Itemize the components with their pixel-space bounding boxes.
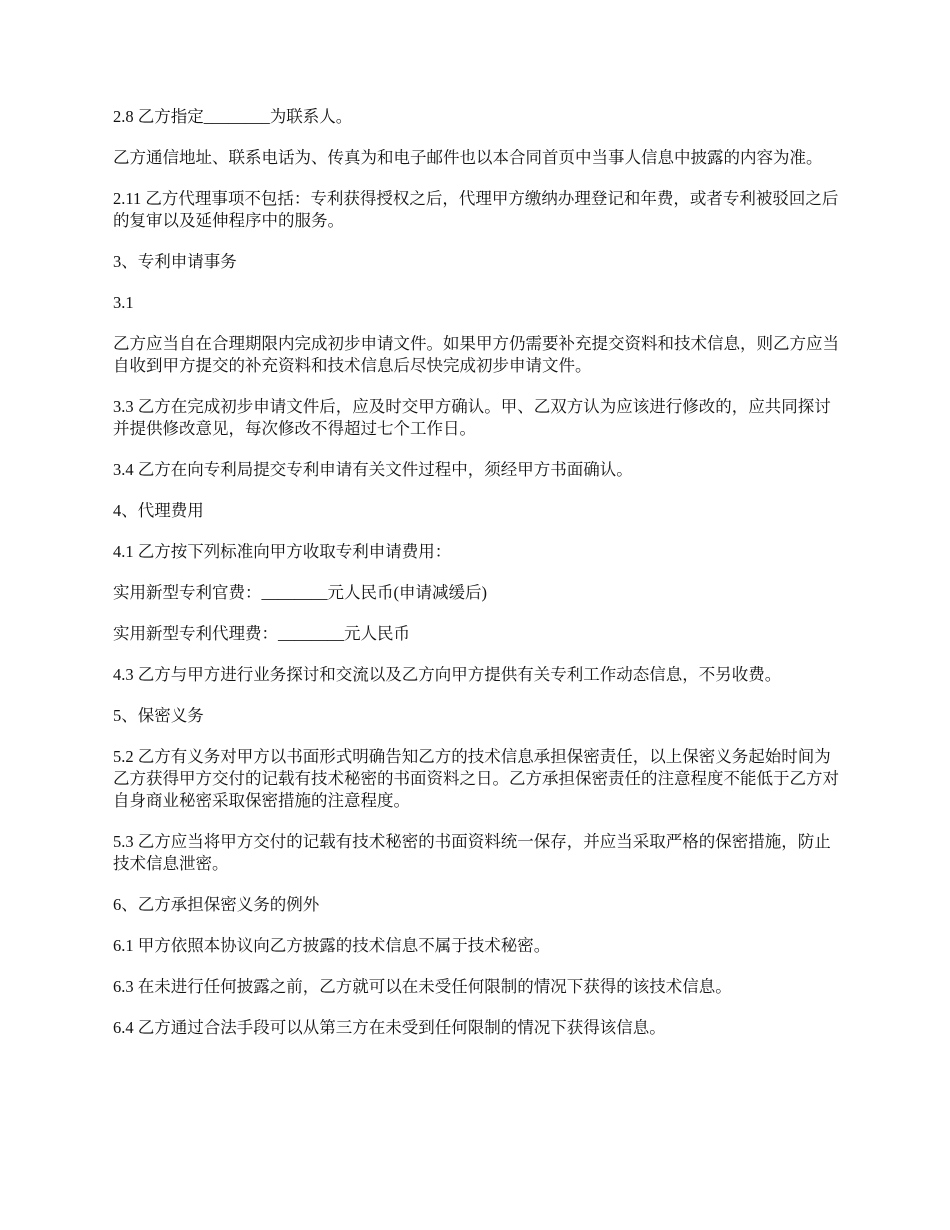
- section-heading-4: 4、代理费用: [113, 501, 204, 520]
- clause-5-3: 5.3 乙方应当将甲方交付的记载有技术秘密的书面资料统一保存，并应当采取严格的保密措施，防止技术信息泄密。: [113, 832, 831, 873]
- clause-2-8: 2.8 乙方指定________为联系人。: [113, 107, 353, 126]
- clause-6-4: 6.4 乙方通过合法手段可以从第三方在未受到任何限制的情况下获得该信息。: [113, 1018, 666, 1037]
- clause-3-4: 3.4 乙方在向专利局提交专利申请有关文件过程中，须经甲方书面确认。: [113, 460, 633, 479]
- clause-5-2: 5.2 乙方有义务对甲方以书面形式明确告知乙方的技术信息承担保密责任，以上保密义务起始时间为乙方获得甲方交付的记载有技术秘密的书面资料之日。乙方承担保密责任的注意程度不能低于乙方对自身商业秘密采取保密措施的注意程度。: [113, 747, 839, 810]
- document-body: [113, 106, 840, 1058]
- clause-3-3: 3.3 乙方在完成初步申请文件后，应及时交甲方确认。甲、乙双方认为应该进行修改的，应共同探讨并提供修改意见，每次修改不得超过七个工作日。: [113, 397, 831, 438]
- section-heading-3: 3、专利申请事务: [113, 252, 237, 271]
- agency-fee-line: 实用新型专利代理费：________元人民币: [113, 624, 410, 643]
- clause-6-1: 6.1 甲方依照本协议向乙方披露的技术信息不属于技术秘密。: [113, 936, 551, 955]
- clause-2-11: 2.11 乙方代理事项不包括：专利获得授权之后，代理甲方缴纳办理登记和年费，或者专利被驳回之后的复审以及延伸程序中的服务。: [113, 189, 839, 230]
- section-heading-5: 5、保密义务: [113, 706, 204, 725]
- clause-4-1: 4.1 乙方按下列标准向甲方收取专利申请费用：: [113, 542, 452, 561]
- section-heading-6: 6、乙方承担保密义务的例外: [113, 895, 320, 914]
- official-fee-line: 实用新型专利官费：________元人民币(申请减缓后): [113, 583, 487, 602]
- contact-info-paragraph: 乙方通信地址、联系电话为、传真为和电子邮件也以本合同首页中当事人信息中披露的内容为准。: [113, 148, 823, 167]
- clause-6-3: 6.3 在未进行任何披露之前，乙方就可以在未受任何限制的情况下获得的该技术信息。: [113, 977, 732, 996]
- clause-3-1-body: 乙方应当自在合理期限内完成初步申请文件。如果甲方仍需要补充提交资料和技术信息，则乙方应当自收到甲方提交的补充资料和技术信息后尽快完成初步申请文件。: [113, 334, 839, 375]
- clause-4-3: 4.3 乙方与甲方进行业务探讨和交流以及乙方向甲方提供有关专利工作动态信息，不另收费。: [113, 665, 782, 684]
- clause-3-1: 3.1: [113, 293, 134, 312]
